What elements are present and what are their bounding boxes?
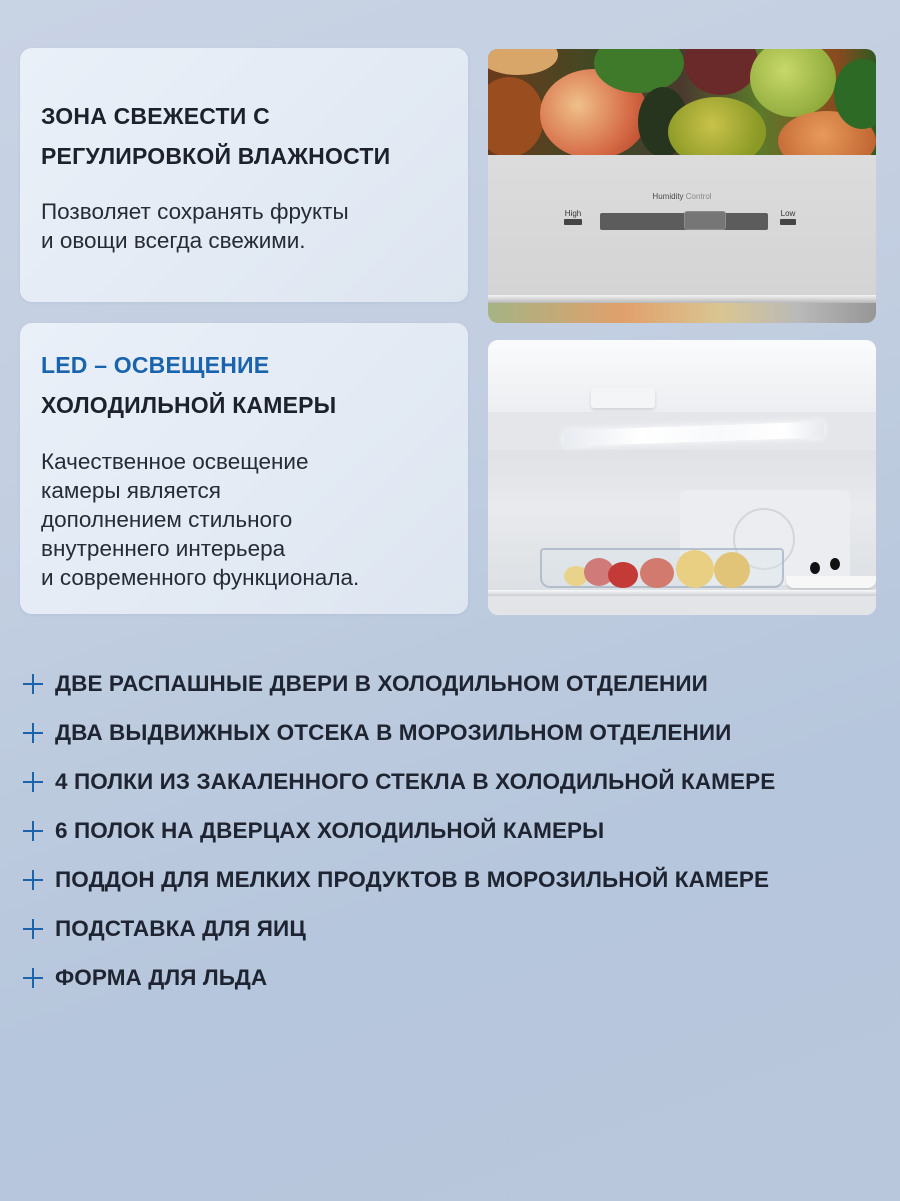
plus-icon [22,820,44,842]
appetizer-plate [786,576,876,588]
humidity-slider-track [600,213,768,230]
card-title-accent-line: LED – ОСВЕЩЕНИЕ [41,352,270,378]
humidity-low-label: Low [780,209,796,225]
fridge-ceiling [488,340,876,412]
plus-icon [22,869,44,891]
card-description-line: дополнением стильного [41,507,293,532]
card-description-line: камеры является [41,478,221,503]
olive [830,558,840,570]
card-description [41,447,359,592]
plus-icon [22,722,44,744]
olive [810,562,820,574]
card-title-line: ЗОНА СВЕЖЕСТИ С [41,103,270,129]
plus-icon [22,673,44,695]
low-indicator-icon [780,219,796,225]
humidity-caption: Humidity Control [652,192,712,201]
food-item [676,550,714,588]
feature-list [22,659,775,1002]
card-description-line: Качественное освещение [41,449,309,474]
feature-card-led-lighting [20,323,468,614]
drawer-edge [488,295,876,303]
fridge-interior-photo [488,340,876,615]
food-item [640,558,674,588]
card-description-line: и современного функционала. [41,565,360,590]
feature-item: ДВЕ РАСПАШНЫЕ ДВЕРИ В ХОЛОДИЛЬНОМ ОТДЕЛЕНИИ [22,659,775,708]
card-description-line: и овощи всегда свежими. [41,228,306,253]
feature-item: 4 ПОЛКИ ИЗ ЗАКАЛЕННОГО СТЕКЛА В ХОЛОДИЛЬНОЙ КАМЕРЕ [22,757,775,806]
feature-card-humidity-zone [20,48,468,302]
card-title-line: ХОЛОДИЛЬНОЙ КАМЕРЫ [41,392,337,418]
below-shelf [488,596,876,615]
plus-icon [22,771,44,793]
feature-item: ПОДДОН ДЛЯ МЕЛКИХ ПРОДУКТОВ В МОРОЗИЛЬНОЙ КАМЕРЕ [22,855,775,904]
card-description [41,197,349,255]
food-item [714,552,750,588]
card-description-line: Позволяет сохранять фрукты [41,199,349,224]
feature-item: 6 ПОЛОК НА ДВЕРЦАХ ХОЛОДИЛЬНОЙ КАМЕРЫ [22,806,775,855]
card-description-line: внутреннего интерьера [41,536,286,561]
card-title [41,345,336,425]
feature-item: ДВА ВЫДВИЖНЫХ ОТСЕКА В МОРОЗИЛЬНОМ ОТДЕЛЕНИИ [22,708,775,757]
humidity-panel [488,155,876,295]
plus-icon [22,918,44,940]
humidity-slider-knob [684,211,726,230]
fruits-image-area [488,49,876,155]
feature-item: ПОДСТАВКА ДЛЯ ЯИЦ [22,904,775,953]
lower-drawer-produce [488,303,876,323]
feature-item: ФОРМА ДЛЯ ЛЬДА [22,953,775,1002]
card-title [41,96,390,176]
food-item [608,562,638,588]
high-indicator-icon [564,219,582,225]
ceiling-bracket [591,388,655,408]
card-title-line: РЕГУЛИРОВКОЙ ВЛАЖНОСТИ [41,143,391,169]
humidity-control-photo [488,49,876,323]
plus-icon [22,967,44,989]
humidity-high-label: High [564,209,582,225]
led-light-strip [564,421,824,446]
